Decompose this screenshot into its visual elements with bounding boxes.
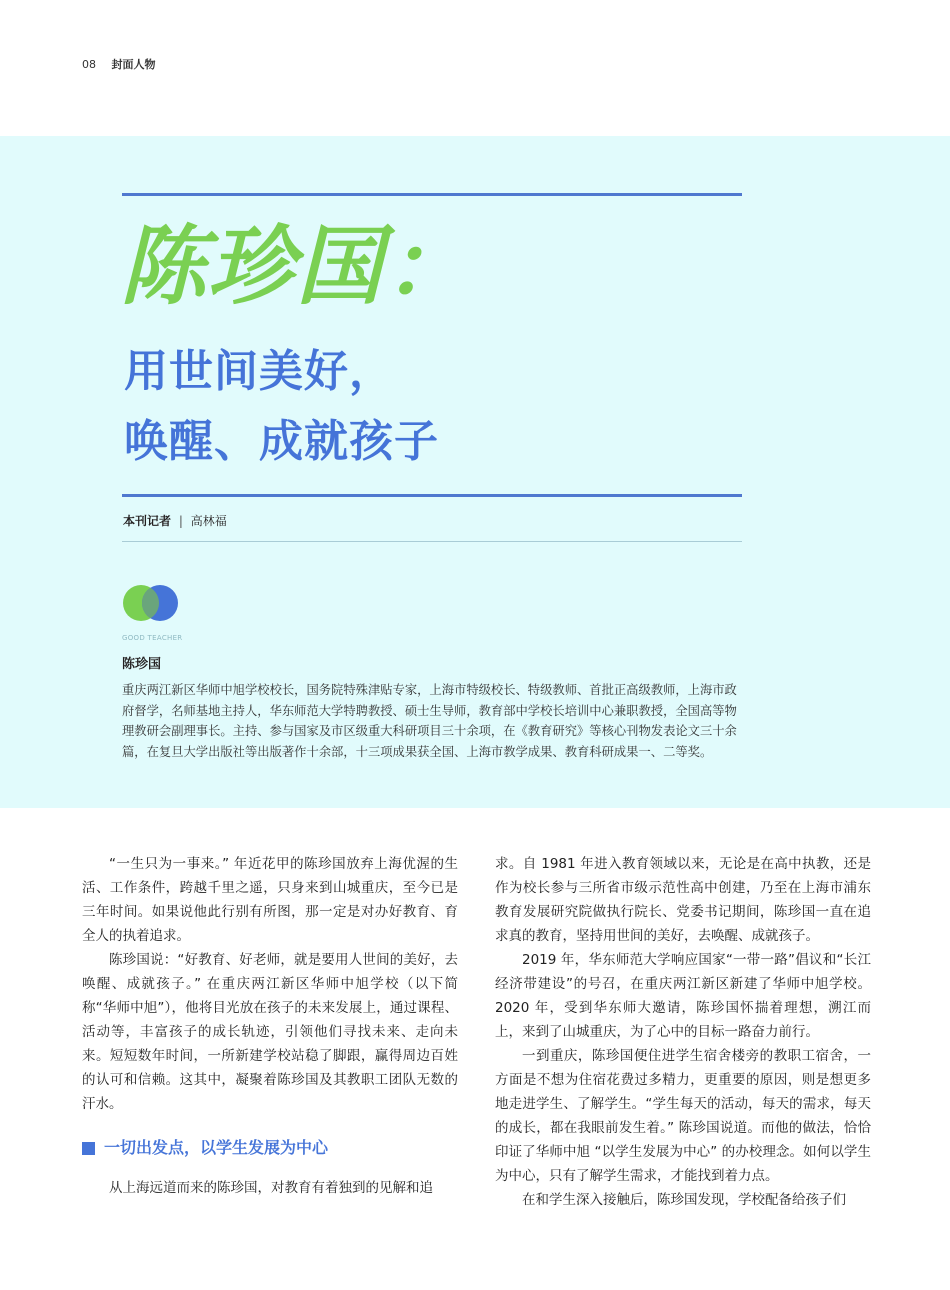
cover-panel: [0, 136, 950, 808]
page-number: 08: [82, 58, 96, 71]
byline-separator: |: [178, 514, 183, 528]
title-subtitle-line2: 唤醒、成就孩子: [124, 416, 439, 467]
section-label: 封面人物: [111, 58, 156, 71]
title-bottom-rule: [122, 494, 742, 497]
logo-caption: GOOD TEACHER: [122, 634, 183, 642]
byline-author: 高林福: [190, 514, 227, 528]
good-teacher-logo-icon: [122, 584, 180, 622]
article-column-right: [495, 852, 871, 1212]
paragraph: 在和学生深入接触后，陈珍国发现，学校配备给孩子们: [522, 1192, 846, 1208]
article-column-left: [82, 852, 458, 1200]
bio-text: 重庆两江新区华师中旭学校校长，国务院特殊津贴专家，上海市特级校长、特级教师、首批正高级教师，上海市政府督学，名师基地主持人，华东师范大学特聘教授、硕士生导师，教育部中学校长培训中心兼职教授，全国高等物理教研会副理事长。主持、参与国家及市区级重大科研项目三十余项，在《教育研究》等核心刊物发表论文三十余篇，在复旦大学出版社等出版著作十余部，十三项成果获全国、上海市教学成果、教育科研成果一、二等奖。: [122, 683, 737, 759]
title-top-rule: [122, 193, 742, 196]
section-heading: [82, 1136, 458, 1160]
paragraph: 一到重庆，陈珍国便住进学生宿舍楼旁的教职工宿舍，一方面是不想为住宿花费过多精力，更重要的原因，则是想更多地走进学生、了解学生。“学生每天的活动，每天的需求，每天的成长，都在我眼前发生着。” 陈珍国说道。而他的做法，恰恰印证了华师中旭 “以学生发展为中心” 的办校理念。如何以学生为中心，只有了解学生需求，才能找到着力点。: [495, 1048, 871, 1184]
byline-rule: [122, 541, 742, 542]
paragraph: “一生只为一事来。” 年近花甲的陈珍国放弃上海优渥的生活、工作条件，跨越千里之遥，只身来到山城重庆，至今已是三年时间。如果说他此行别有所图，那一定是对办好教育、育全人的执着追求。: [82, 856, 458, 944]
byline-label: 本刊记者: [123, 514, 172, 528]
paragraph: 陈珍国说：“好教育、好老师，就是要用人世间的美好，去唤醒、成就孩子。” 在重庆两江新区华师中旭学校（以下简称“华师中旭”），他将目光放在孩子的未来发展上，通过课程、活动等，丰富孩子的成长轨迹，引领他们寻找未来、走向未来。短短数年时间，一所新建学校站稳了脚跟，赢得周边百姓的认可和信赖。这其中，凝聚着陈珍国及其教职工团队无数的汗水。: [82, 952, 458, 1112]
section-heading-text: 一切出发点，以学生发展为中心: [104, 1138, 329, 1157]
heading-square-icon: [82, 1142, 95, 1155]
title-name: 陈珍国：: [120, 217, 472, 317]
page-header: [82, 56, 156, 72]
paragraph: 2019 年，华东师范大学响应国家“一带一路”倡议和“长江经济带建设”的号召，在重庆两江新区新建了华师中旭学校。2020 年，受到华东师大邀请，陈珍国怀揣着理想，溯江而上，来到了山城重庆，为了心中的目标一路奋力前行。: [495, 952, 871, 1040]
byline: [123, 512, 227, 529]
paragraph: 从上海远道而来的陈珍国，对教育有着独到的见解和追: [109, 1180, 433, 1196]
title-subtitle-line1: 用世间美好，: [124, 346, 394, 397]
bio-name: 陈珍国: [122, 657, 162, 672]
paragraph: 求。自 1981 年进入教育领域以来，无论是在高中执教，还是作为校长参与三所省市级示范性高中创建，乃至在上海市浦东教育发展研究院做执行院长、党委书记期间，陈珍国一直在追求真的教育，坚持用世间的美好，去唤醒、成就孩子。: [495, 856, 871, 944]
